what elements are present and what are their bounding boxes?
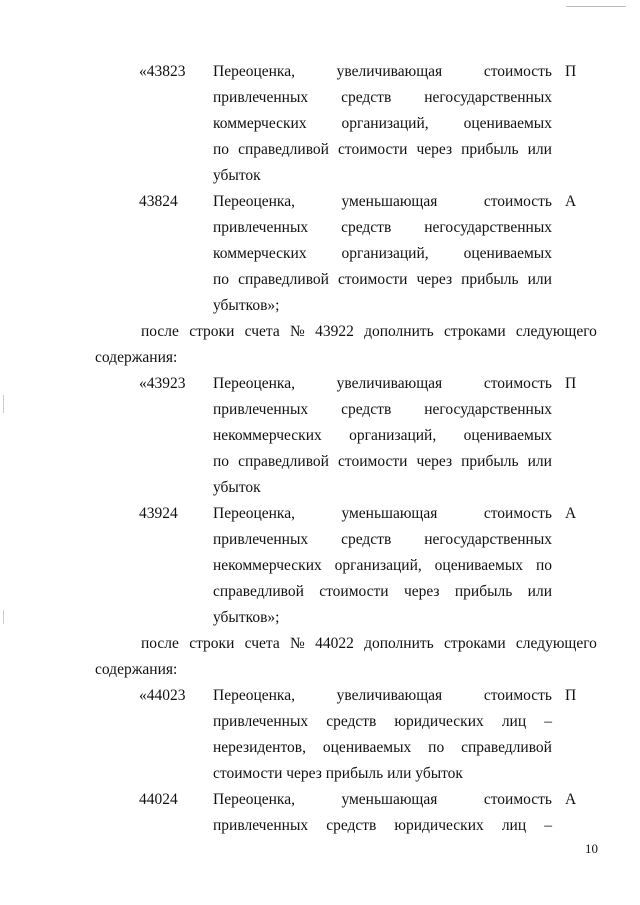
description-line <box>213 683 552 709</box>
word: прибыль <box>454 583 513 600</box>
word: средств <box>326 713 377 730</box>
word: – <box>544 713 552 730</box>
word: коммерческих <box>213 115 307 132</box>
word: организаций, <box>349 427 437 444</box>
description-line <box>213 267 552 293</box>
word: привлеченных <box>213 89 309 106</box>
word: Переоценка, <box>213 193 295 210</box>
description-line <box>213 605 552 631</box>
word: Переоценка, <box>213 505 295 522</box>
word: по <box>213 271 230 288</box>
word: после <box>141 323 179 340</box>
account-type-letter: П <box>565 687 577 704</box>
word: справедливой <box>238 141 329 158</box>
word: стоимости через прибыль или убыток <box>213 765 463 782</box>
word: негосударственных <box>424 401 552 418</box>
word: юридических <box>394 713 484 730</box>
word: оцениваемых <box>434 557 524 574</box>
description-line <box>213 813 552 839</box>
word: Переоценка, <box>213 791 295 808</box>
scan-mark <box>3 610 4 624</box>
description-line <box>213 475 552 501</box>
word: следующего <box>515 635 597 652</box>
word: привлеченных <box>213 401 309 418</box>
account-description <box>213 59 552 189</box>
word: справедливой <box>238 453 329 470</box>
account-description <box>213 501 552 631</box>
word: организаций, <box>341 115 429 132</box>
description-line <box>213 423 552 449</box>
word: оцениваемых <box>463 245 552 262</box>
account-type-letter: П <box>565 375 577 392</box>
description-line <box>213 371 552 397</box>
paragraph-continuation: содержания: <box>95 661 178 678</box>
word: или <box>527 453 552 470</box>
word: по <box>428 739 445 756</box>
word: стоимость <box>483 63 552 80</box>
word: прибыль <box>461 453 519 470</box>
paragraph-first-line <box>95 319 597 345</box>
word: Переоценка, <box>213 375 295 392</box>
word: стоимость <box>483 791 552 808</box>
word: дополнить <box>364 323 434 340</box>
word: 43922 <box>315 323 354 340</box>
word: оцениваемых <box>463 115 552 132</box>
word: убытков»; <box>213 297 280 314</box>
description-line <box>213 397 552 423</box>
word: или <box>527 141 552 158</box>
scan-mark <box>3 395 4 413</box>
word: коммерческих <box>213 245 307 262</box>
account-description <box>213 189 552 319</box>
word: Переоценка, <box>213 63 295 80</box>
word: по <box>213 141 230 158</box>
word: строки <box>189 323 235 340</box>
word: Переоценка, <box>213 687 295 704</box>
word: увеличивающая <box>336 63 443 80</box>
word: через <box>416 271 453 288</box>
word: привлеченных <box>213 713 309 730</box>
account-description <box>213 371 552 501</box>
word: убыток <box>213 167 261 184</box>
description-line <box>213 59 552 85</box>
word: средств <box>341 401 392 418</box>
word: дополнить <box>364 635 434 652</box>
description-line <box>213 85 552 111</box>
word: уменьшающая <box>341 193 438 210</box>
word: увеличивающая <box>336 375 443 392</box>
description-line <box>213 189 552 215</box>
description-line <box>213 241 552 267</box>
word: уменьшающая <box>341 791 438 808</box>
word: негосударственных <box>424 531 552 548</box>
word: № <box>290 635 305 652</box>
word: № <box>290 323 305 340</box>
word: средств <box>326 817 377 834</box>
word: стоимости <box>338 271 408 288</box>
paragraph-continuation: содержания: <box>95 349 178 366</box>
word: средств <box>341 219 392 236</box>
word: некоммерческих <box>213 427 322 444</box>
description-line <box>213 137 552 163</box>
instruction-paragraph <box>95 319 597 371</box>
word: стоимости <box>338 453 408 470</box>
word: нерезидентов, <box>213 739 306 756</box>
page-number: 10 <box>585 841 598 856</box>
word: счета <box>244 635 280 652</box>
word: через <box>416 453 453 470</box>
word: привлеченных <box>213 817 309 834</box>
description-line <box>213 527 552 553</box>
account-code: «43823 <box>139 63 186 80</box>
word: следующего <box>515 323 597 340</box>
account-type-letter: А <box>565 505 577 522</box>
account-code: 43824 <box>139 193 178 210</box>
word: некоммерческих <box>213 557 322 574</box>
word: строками <box>444 323 506 340</box>
word: стоимость <box>483 687 552 704</box>
account-code: «43923 <box>139 375 186 392</box>
word: после <box>141 635 179 652</box>
word: справедливой <box>461 739 552 756</box>
word: через <box>416 141 453 158</box>
word: строки <box>189 635 235 652</box>
word: строками <box>444 635 506 652</box>
word: средств <box>341 89 392 106</box>
account-type-letter: А <box>565 791 577 808</box>
instruction-paragraph <box>95 631 597 683</box>
description-line <box>213 761 552 787</box>
word: оцениваемых <box>322 739 412 756</box>
description-line <box>213 501 552 527</box>
description-line <box>213 787 552 813</box>
word: 44022 <box>315 635 354 652</box>
scan-mark <box>566 6 626 7</box>
paragraph-first-line <box>95 631 597 657</box>
account-description <box>213 787 552 839</box>
account-type-letter: А <box>565 193 577 210</box>
word: лиц <box>501 817 527 834</box>
description-line <box>213 553 552 579</box>
word: юридических <box>394 817 484 834</box>
word: лиц <box>501 713 527 730</box>
word: увеличивающая <box>336 687 443 704</box>
description-line <box>213 215 552 241</box>
word: привлеченных <box>213 531 309 548</box>
word: прибыль <box>461 141 519 158</box>
word: или <box>527 583 552 600</box>
word: по <box>213 453 230 470</box>
word: – <box>544 817 552 834</box>
word: счета <box>244 323 280 340</box>
word: справедливой <box>213 583 304 600</box>
word: средств <box>341 531 392 548</box>
word: через <box>403 583 440 600</box>
description-line <box>213 163 552 189</box>
description-line <box>213 111 552 137</box>
word: негосударственных <box>424 219 552 236</box>
account-description <box>213 683 552 787</box>
word: убыток <box>213 479 261 496</box>
word: стоимость <box>483 193 552 210</box>
word: справедливой <box>238 271 329 288</box>
word: стоимость <box>483 375 552 392</box>
word: стоимости <box>319 583 389 600</box>
word: или <box>527 271 552 288</box>
word: негосударственных <box>424 89 552 106</box>
description-line <box>213 293 552 319</box>
word: прибыль <box>461 271 519 288</box>
word: оцениваемых <box>463 427 552 444</box>
description-line <box>213 579 552 605</box>
description-line <box>213 449 552 475</box>
word: убытков»; <box>213 609 280 626</box>
account-code: 44024 <box>139 791 178 808</box>
account-code: 43924 <box>139 505 178 522</box>
account-type-letter: П <box>565 63 577 80</box>
account-code: «44023 <box>139 687 186 704</box>
description-line <box>213 735 552 761</box>
word: привлеченных <box>213 219 309 236</box>
word: организаций, <box>341 245 429 262</box>
word: стоимости <box>338 141 408 158</box>
word: по <box>535 557 552 574</box>
word: организаций, <box>334 557 422 574</box>
description-line <box>213 709 552 735</box>
word: стоимость <box>483 505 552 522</box>
word: уменьшающая <box>341 505 438 522</box>
